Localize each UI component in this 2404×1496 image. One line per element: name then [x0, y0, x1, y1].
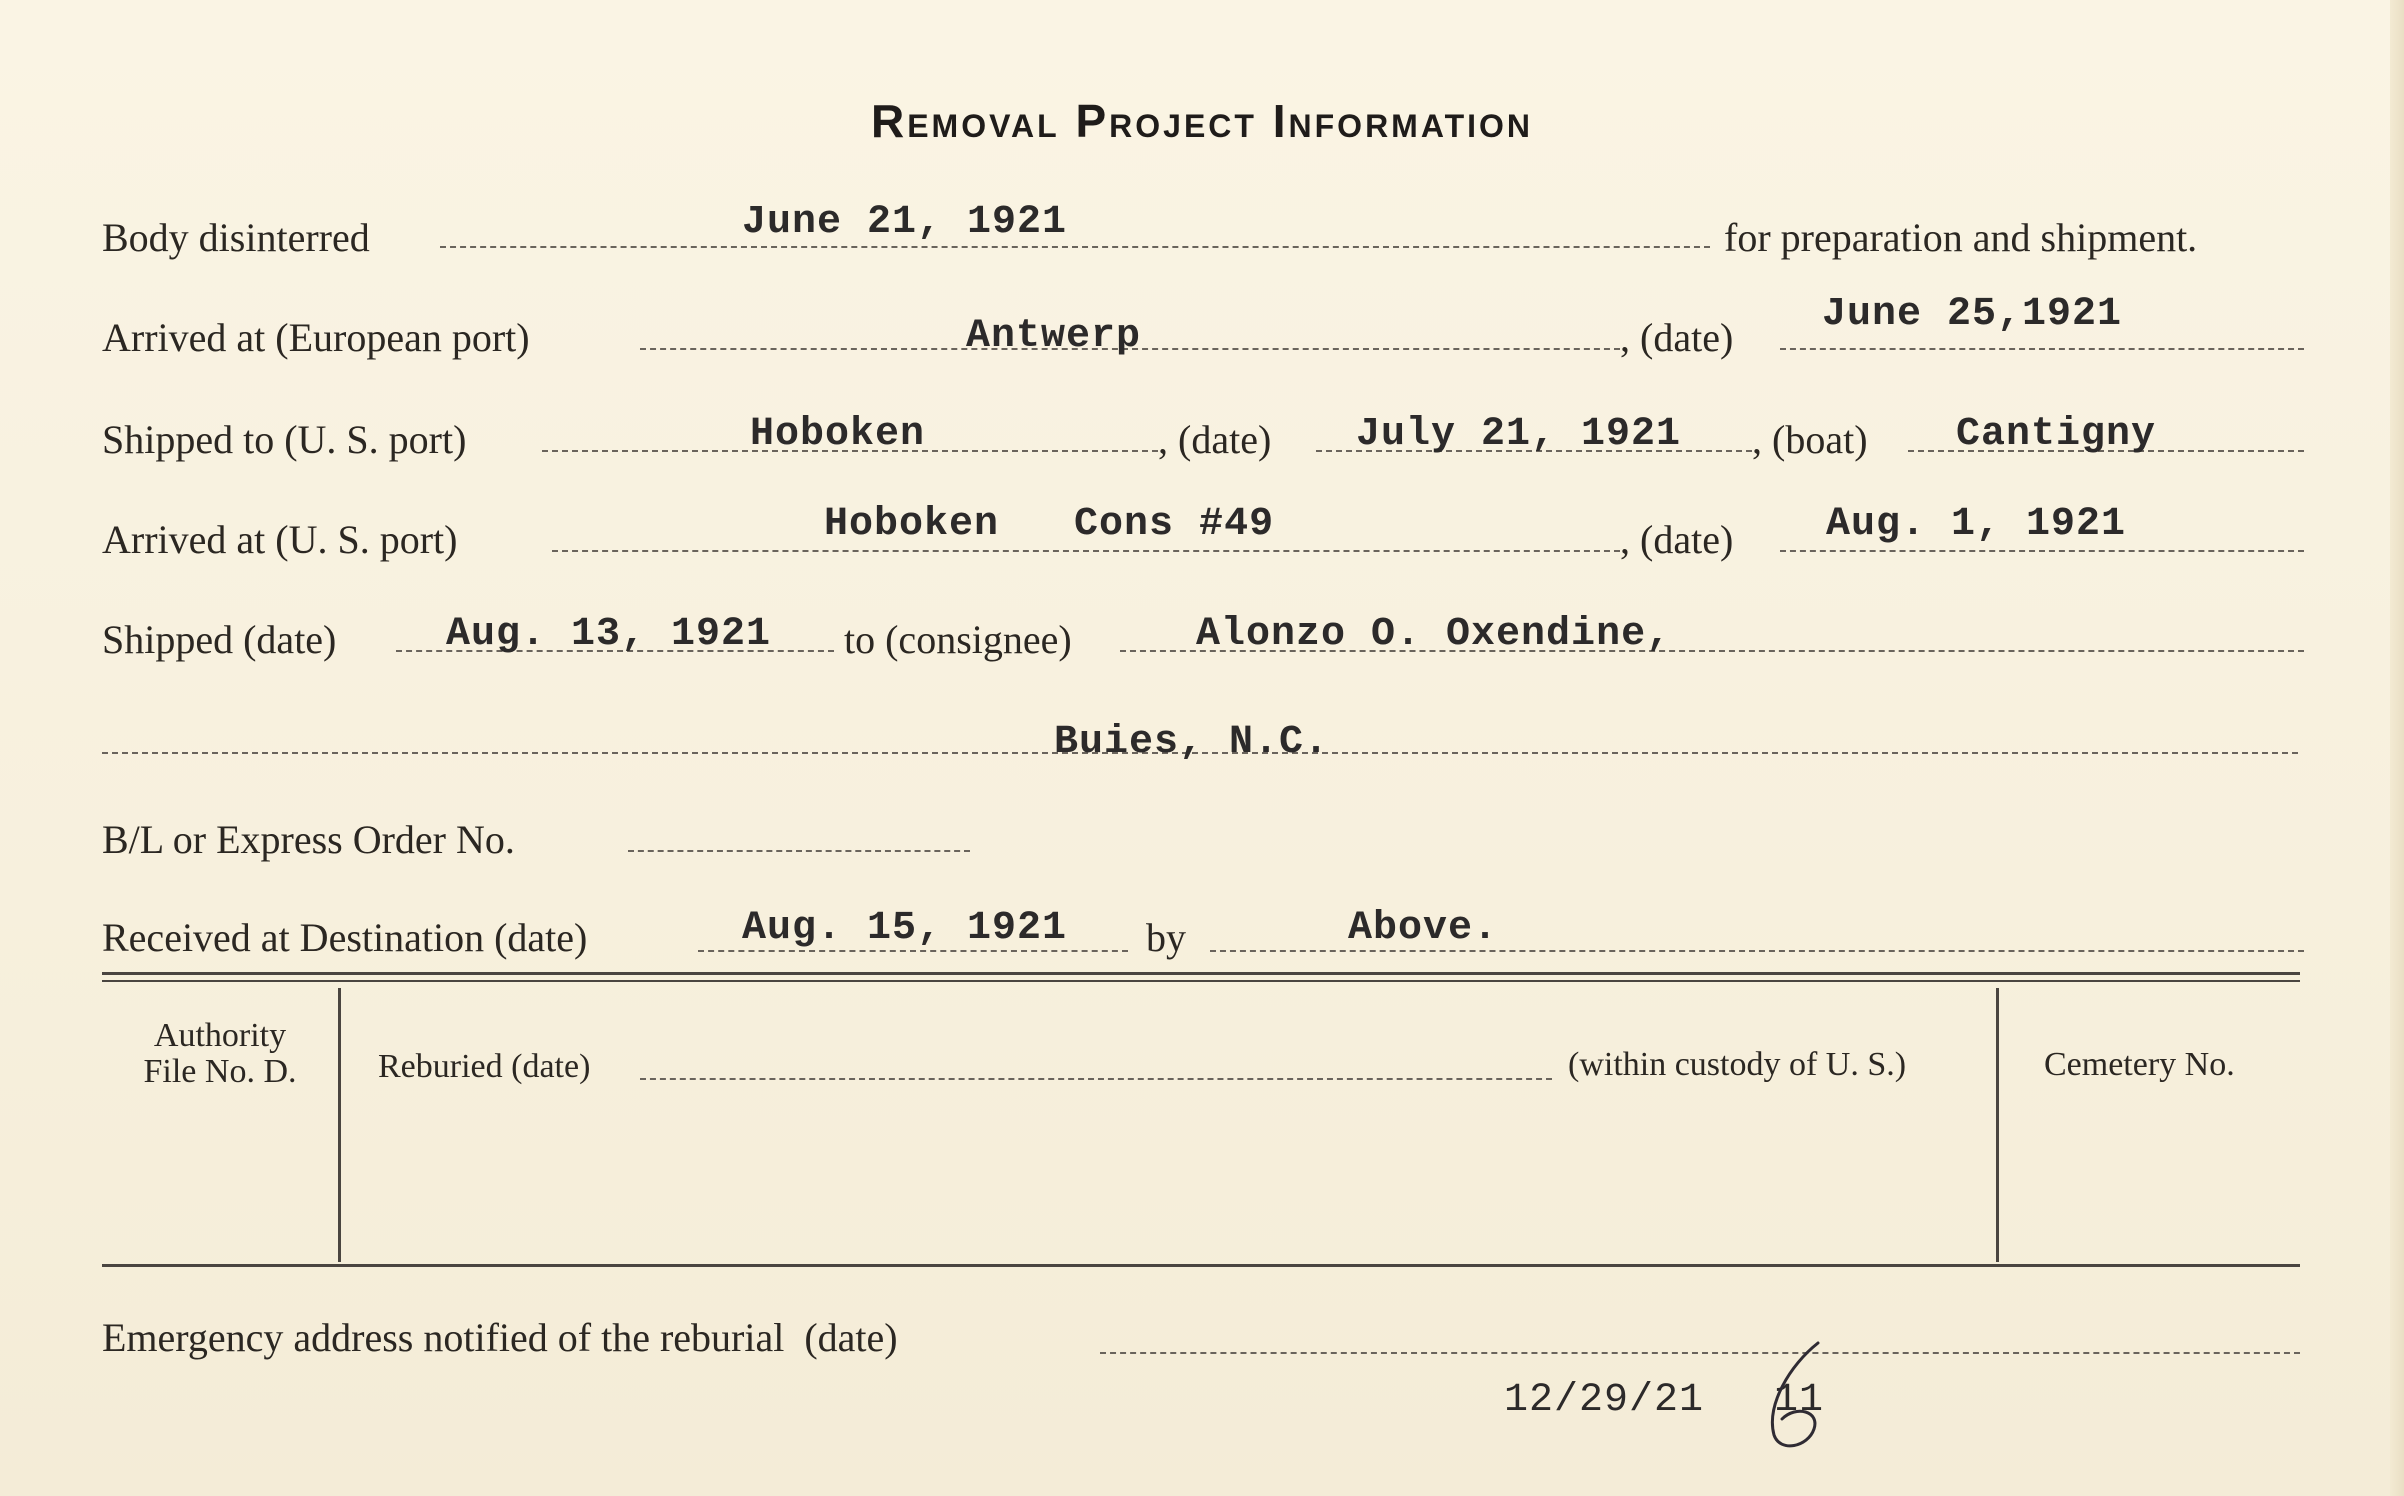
box-top-rule-second	[102, 980, 2300, 982]
shipped-label: Shipped (date)	[102, 617, 337, 662]
disinterred-line	[440, 246, 1710, 248]
arrived-europe-port: Antwerp	[966, 314, 1142, 359]
authority-line-1: Authority	[153, 1017, 287, 1054]
received-date: Aug. 15, 1921	[742, 906, 1068, 951]
shipped-date: Aug. 13, 1921	[446, 612, 772, 657]
custody-label: (within custody of U. S.)	[1568, 1046, 1907, 1083]
card-edge	[2390, 0, 2404, 1496]
authority-line-2: File No. D.	[143, 1053, 297, 1090]
emergency-date: 12/29/21	[1504, 1378, 1705, 1423]
arrived-europe-date-label: , (date)	[1620, 315, 1734, 360]
bl-line	[628, 850, 970, 852]
arrived-us-date-line	[1780, 550, 2304, 552]
shipped-us-date-label: , (date)	[1158, 417, 1272, 462]
disinterred-date: June 21, 1921	[742, 200, 1068, 245]
arrived-europe-date-line	[1780, 348, 2304, 350]
arrived-us-port: Hoboken Cons #49	[824, 502, 1275, 547]
box-divider-right	[1996, 988, 1999, 1262]
emergency-line	[1100, 1352, 2300, 1354]
received-label: Received at Destination (date)	[102, 915, 588, 960]
bl-label: B/L or Express Order No.	[102, 817, 515, 862]
reburied-line	[640, 1078, 1552, 1080]
shipped-us-date: July 21, 1921	[1356, 412, 1682, 457]
consignee-address: Buies, N.C.	[1054, 720, 1330, 765]
received-by: Above.	[1348, 906, 1499, 951]
reburied-label: Reburied (date)	[378, 1048, 591, 1085]
emergency-label: Emergency address notified of the reburial (date)	[102, 1315, 898, 1360]
shipped-us-label: Shipped to (U. S. port)	[102, 417, 467, 462]
shipped-us-port: Hoboken	[750, 412, 926, 457]
cemetery-label: Cemetery No.	[2044, 1046, 2235, 1083]
shipped-us-boat: Cantigny	[1956, 412, 2157, 457]
card-title: Removal Project Information	[870, 95, 1534, 147]
emergency-initials: 11	[1774, 1378, 1825, 1423]
consignee-label: to (consignee)	[844, 617, 1072, 662]
box-divider-left	[338, 988, 341, 1262]
authority-label	[110, 1018, 330, 1090]
received-by-label: by	[1146, 915, 1186, 960]
disinterred-label: Body disinterred	[102, 215, 370, 260]
arrived-us-label: Arrived at (U. S. port)	[102, 517, 458, 562]
box-bottom-rule	[102, 1264, 2300, 1267]
arrived-us-date-label: , (date)	[1620, 517, 1734, 562]
handwritten-initial-signature	[1760, 1335, 1840, 1455]
arrived-us-date: Aug. 1, 1921	[1826, 502, 2127, 547]
consignee-name: Alonzo O. Oxendine,	[1196, 612, 1672, 657]
shipped-us-boat-label: , (boat)	[1752, 417, 1868, 462]
arrived-europe-date: June 25,1921	[1822, 292, 2123, 337]
arrived-us-line	[552, 550, 1620, 552]
disinterred-suffix: for preparation and shipment.	[1724, 215, 2198, 260]
box-top-rule	[102, 972, 2300, 975]
arrived-europe-label: Arrived at (European port)	[102, 315, 530, 360]
